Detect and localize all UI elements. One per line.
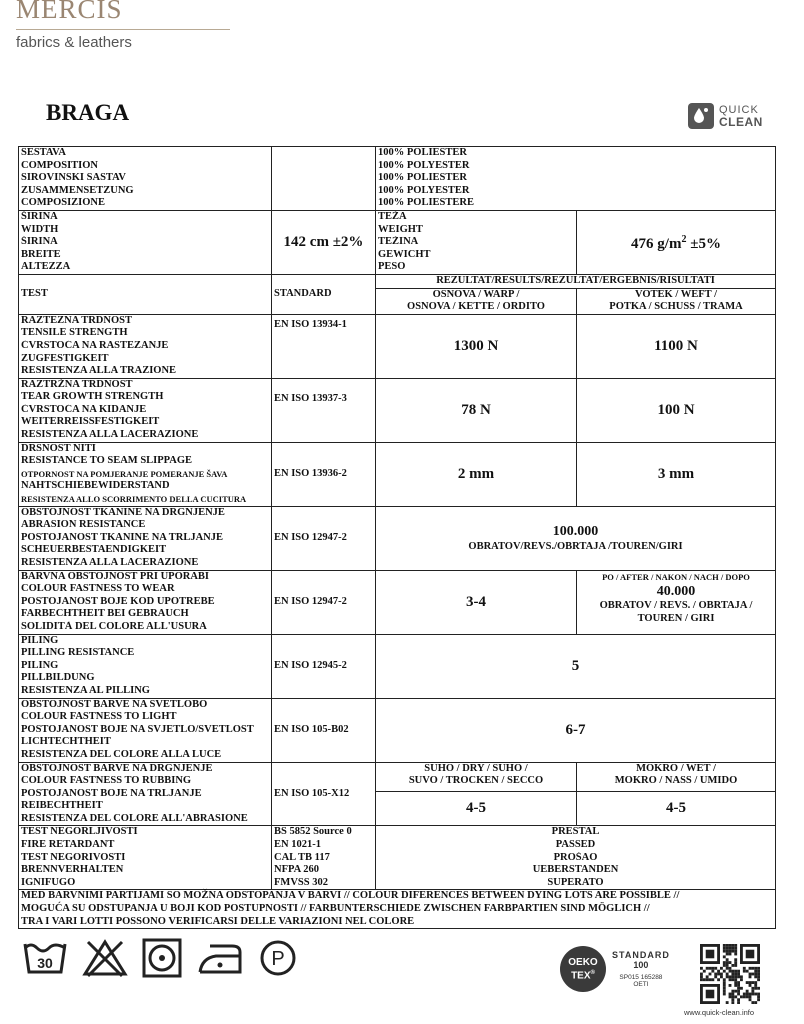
rubbing-row bbox=[19, 762, 776, 791]
wear-standard: EN ISO 12947-2 bbox=[272, 570, 376, 634]
seam-standard: EN ISO 13936-2 bbox=[272, 442, 376, 506]
weft-header: VOTEK / WEFT / POTKA / SCHUSS / TRAMA bbox=[577, 288, 776, 314]
wear-revs: 40.000 bbox=[656, 584, 696, 600]
pilling-standard: EN ISO 12945-2 bbox=[272, 634, 376, 698]
tear-labels: RAZTRŽNA TRDNOST TEAR GROWTH STRENGTH ČVRSTOĆA NA KIDANJE WEITERREISSFESTIGKEIT RESISTENZA ALLA LACERAZIONE bbox=[19, 378, 272, 442]
tumble-dry-icon bbox=[142, 938, 182, 978]
tear-standard: EN ISO 13937-3 bbox=[272, 378, 376, 442]
fire-results: PRESTAL PASSED PROŠAO UEBERSTANDEN SUPERATO bbox=[376, 826, 776, 890]
oeko-cert: SP015 165288 bbox=[619, 974, 663, 981]
brand-logo: MERCIS bbox=[16, 0, 123, 24]
dry-clean-p-icon bbox=[258, 938, 298, 978]
rubbing-standard: EN ISO 105-X12 bbox=[272, 762, 376, 826]
oeko-tex-label bbox=[560, 946, 670, 992]
fire-row bbox=[19, 826, 776, 890]
tensile-row bbox=[19, 314, 776, 378]
pilling-row bbox=[19, 634, 776, 698]
fire-standards: BS 5852 Source 0 EN 1021-1 CAL TB 117 NFPA 260 FMVSS 302 bbox=[272, 826, 376, 890]
brand-divider bbox=[16, 29, 230, 30]
abrasion-value: 100.000 bbox=[552, 523, 599, 539]
note-row bbox=[19, 890, 776, 929]
rubbing-wet-header: MOKRO / WET / MOKRO / NASS / UMIDO bbox=[577, 762, 776, 791]
care-icons bbox=[22, 938, 298, 978]
seam-warp: 2 mm bbox=[376, 442, 577, 506]
composition-labels: SESTAVA COMPOSITION SIROVINSKI SASTAV ZUSAMMENSETZUNG COMPOSIZIONE bbox=[19, 147, 272, 211]
wear-row bbox=[19, 570, 776, 634]
width-labels: ŠIRINA WIDTH ŠIRINA BREITE ALTEZZA bbox=[19, 210, 272, 274]
composition-row bbox=[19, 147, 776, 211]
pilling-labels: PILING PILLING RESISTANCE PILING PILLBILDUNG RESISTENZA AL PILLING bbox=[19, 634, 272, 698]
quick-clean-line1: QUICK bbox=[719, 104, 759, 116]
no-bleach-icon bbox=[82, 938, 128, 978]
abrasion-labels: OBSTOJNOST TKANINE NA DRGNJENJE ABRASION RESISTANCE POSTOJANOST TKANINE NA TRLJANJE SCHEUERBESTAENDIGKEIT RESISTENZA ALLA LACERAZIONE bbox=[19, 506, 272, 570]
composition-values: 100% POLIESTER 100% POLYESTER 100% POLIESTER 100% POLYESTER 100% POLIESTERE bbox=[376, 147, 776, 211]
wash-30-icon bbox=[22, 938, 68, 978]
light-labels: OBSTOJNOST BARVE NA SVETLOBO COLOUR FASTNESS TO LIGHT POSTOJANOST BOJE NA SVJETLO/SVETLOST LICHTECHTHEIT RESISTENZA DEL COLORE ALLA LUCE bbox=[19, 698, 272, 762]
abrasion-unit: OBRATOV/REVS./OBRTAJA /TOUREN/GIRI bbox=[468, 540, 683, 552]
tensile-weft: 1100 N bbox=[577, 314, 776, 378]
brand-subtitle: fabrics & leathers bbox=[16, 34, 132, 51]
seam-labels: DRSNOST NITI RESISTANCE TO SEAM SLIPPAGE OTPORNOST NA POMJERANJE POMERANJE ŠAVA NAHTSCHIEBEWIDERSTAND RESISTENZA ALLO SCORRIMENTO DELLA CUCITURA bbox=[19, 442, 272, 506]
tensile-labels: RAZTEZNA TRDNOST TENSILE STRENGTH ČVRSTOĆA NA RASTEZANJE ZUGFESTIGKEIT RESISTENZA ALLA TRAZIONE bbox=[19, 314, 272, 378]
quick-clean-logo bbox=[688, 103, 763, 129]
light-row bbox=[19, 698, 776, 762]
tensile-warp: 1300 N bbox=[376, 314, 577, 378]
product-title: BRAGA bbox=[46, 100, 130, 125]
weight-labels: TEŽA WEIGHT TEŽINA GEWICHT PESO bbox=[376, 210, 577, 274]
tear-warp: 78 N bbox=[376, 378, 577, 442]
test-header: TEST bbox=[19, 274, 272, 314]
oeko-number: 100 bbox=[633, 960, 649, 970]
fire-labels: TEST NEGORLJIVOSTI FIRE RETARDANT TEST NEGORIVOSTI BRENNVERHALTEN IGNIFUGO bbox=[19, 826, 272, 890]
tear-weft: 100 N bbox=[577, 378, 776, 442]
specification-table bbox=[18, 146, 776, 929]
svg-text:P: P bbox=[271, 948, 285, 970]
svg-text:30: 30 bbox=[37, 955, 53, 971]
seam-weft: 3 mm bbox=[577, 442, 776, 506]
website-link[interactable]: www.quick-clean.info bbox=[684, 1008, 755, 1017]
quick-clean-line2: CLEAN bbox=[719, 115, 763, 129]
wear-result bbox=[577, 570, 776, 634]
abrasion-standard: EN ISO 12947-2 bbox=[272, 506, 376, 570]
oeko-standard: STANDARD bbox=[612, 950, 670, 960]
qr-code-icon[interactable] bbox=[700, 944, 760, 1004]
seam-row bbox=[19, 442, 776, 506]
results-header: REZULTAT/RESULTS/REZULTAT/ERGEBNIS/RISULTATI bbox=[376, 274, 776, 288]
rubbing-wet-value: 4-5 bbox=[577, 791, 776, 826]
standard-header: STANDARD bbox=[272, 274, 376, 314]
tear-row bbox=[19, 378, 776, 442]
pilling-value: 5 bbox=[376, 634, 776, 698]
rubbing-dry-header: SUHO / DRY / SUHO / SUVO / TROCKEN / SECCO bbox=[376, 762, 577, 791]
width-value: 142 cm ±2% bbox=[272, 210, 376, 274]
wear-unit: OBRATOV / REVS. / OBRTAJA / TOUREN / GIRI bbox=[599, 600, 753, 624]
width-weight-row bbox=[19, 210, 776, 274]
wear-after: PO / AFTER / NAKON / NACH / DOPO bbox=[602, 571, 750, 582]
oeko-tex-badge: OEKO TEX® bbox=[560, 946, 606, 992]
droplet-icon bbox=[688, 103, 714, 129]
wear-labels: BARVNA OBSTOJNOST PRI UPORABI COLOUR FASTNESS TO WEAR POSTOJANOST BOJE KOD UPOTREBE FARBECHTHEIT BEI GEBRAUCH SOLIDITÀ DEL COLORE ALL'USURA bbox=[19, 570, 272, 634]
oeko-institute: OETI bbox=[633, 981, 649, 988]
warp-header: OSNOVA / WARP / OSNOVA / KETTE / ORDITO bbox=[376, 288, 577, 314]
rubbing-labels: OBSTOJNOST BARVE NA DRGNJENJE COLOUR FASTNESS TO RUBBING POSTOJANOST BOJE NA TRLJANJE REIBECHTHEIT RESISTENZA DEL COLORE ALL'ABRASIONE bbox=[19, 762, 272, 826]
tensile-standard: EN ISO 13934-1 bbox=[272, 314, 376, 378]
test-header-row bbox=[19, 274, 776, 288]
iron-low-icon bbox=[196, 938, 244, 978]
colour-lot-note: MED BARVNIMI PARTIJAMI SO MOŽNA ODSTOPANJA V BARVI // COLOUR DIFERENCES BETWEEN DYING LOTS ARE POSSIBLE // MOGUĆA SU ODSTUPANJA U BOJI KOD POSTUPNOSTI // FARBUNTERSCHIEDE ZWISCHEN FARBPARTIEN SIND MÖGLICH // TRA I VARI LOTTI POSSONO VERIFICARSI DELLE VARIAZIONI NEL COLORE bbox=[19, 890, 776, 929]
rubbing-dry-value: 4-5 bbox=[376, 791, 577, 826]
abrasion-result bbox=[376, 506, 776, 570]
light-value: 6-7 bbox=[376, 698, 776, 762]
abrasion-row bbox=[19, 506, 776, 570]
wear-grade: 3-4 bbox=[376, 570, 577, 634]
composition-spacer bbox=[272, 147, 376, 211]
light-standard: EN ISO 105-B02 bbox=[272, 698, 376, 762]
weight-value: 476 $g/m^2 \pm 5\%$ bbox=[577, 210, 776, 274]
